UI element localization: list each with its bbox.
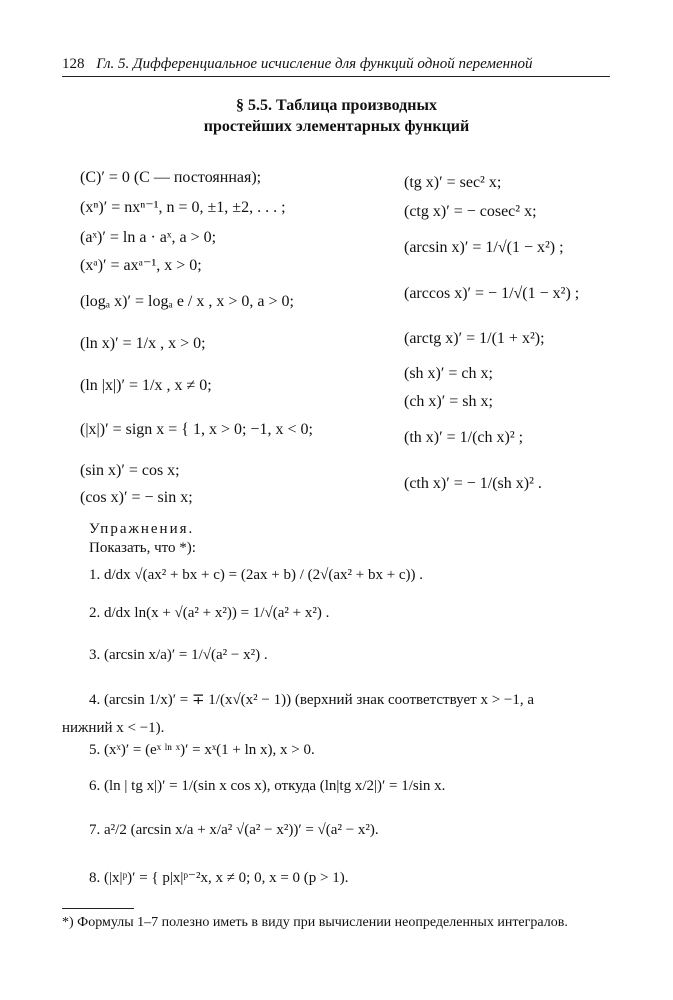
formula-left-3: (aˣ)′ = ln a · aˣ, a > 0; (80, 229, 217, 246)
formula-left-2: (xⁿ)′ = nxⁿ⁻¹, n = 0, ±1, ±2, . . . ; (80, 199, 286, 216)
formula-left-10: (cos x)′ = − sin x; (80, 489, 193, 506)
exercises-heading: Упражнения. (89, 521, 195, 537)
page-number: 128 (62, 56, 85, 72)
exercise-4: 4. (arcsin 1/x)′ = ∓ 1/(x√(x² − 1)) (верхний знак соответствует x > −1, а (89, 692, 535, 708)
exercise-5: 5. (xˣ)′ = (eˣ ˡⁿ ˣ)′ = xˣ(1 + ln x), x > 0. (89, 742, 315, 758)
footnote-rule (62, 908, 134, 909)
footnote: *) Формулы 1–7 полезно иметь в виду при вычислении неопределенных интегралов. (62, 915, 568, 930)
exercise-3: 3. (arcsin x/a)′ = 1/√(a² − x²) . (89, 647, 268, 663)
section-title-line2: простейших элементарных функций (203, 118, 470, 135)
formula-right-4: (arccos x)′ = − 1/√(1 − x²) ; (404, 285, 580, 302)
formula-left-8: (|x|)′ = sign x = { 1, x > 0; −1, x < 0; (80, 421, 313, 438)
formula-right-2: (ctg x)′ = − cosec² x; (404, 203, 537, 220)
formula-left-7: (ln |x|)′ = 1/x , x ≠ 0; (80, 377, 212, 394)
formula-right-1: (tg x)′ = sec² x; (404, 174, 502, 191)
exercise-1: 1. d/dx √(ax² + bx + c) = (2ax + b) / (2√(ax² + bx + c)) . (89, 567, 424, 583)
formula-left-9: (sin x)′ = cos x; (80, 462, 180, 479)
formula-right-8: (th x)′ = 1/(ch x)² ; (404, 429, 524, 446)
exercise-7: 7. a²/2 (arcsin x/a + x/a² √(a² − x²))′ = √(a² − x²). (89, 822, 379, 838)
exercise-6: 6. (ln | tg x|)′ = 1/(sin x cos x), откуда (ln|tg x/2|)′ = 1/sin x. (89, 778, 446, 794)
formula-right-7: (ch x)′ = sh x; (404, 393, 493, 410)
formula-right-3: (arcsin x)′ = 1/√(1 − x²) ; (404, 239, 564, 256)
section-title (0, 95, 673, 137)
exercise-2: 2. d/dx ln(x + √(a² + x²)) = 1/√(a² + x²) . (89, 605, 330, 621)
formula-left-6: (ln x)′ = 1/x , x > 0; (80, 335, 206, 352)
exercise-8: 8. (|x|ᵖ)′ = { p|x|ᵖ⁻²x, x ≠ 0; 0, x = 0 (p > 1). (89, 870, 349, 886)
formula-left-5: (logₐ x)′ = logₐ e / x , x > 0, a > 0; (80, 293, 294, 310)
formula-right-6: (sh x)′ = ch x; (404, 365, 493, 382)
exercise-4-continuation: нижний x < −1). (62, 720, 165, 736)
running-title: Гл. 5. Дифференциальное исчисление для функций одной переменной (96, 56, 533, 72)
formula-left-1: (C)′ = 0 (C — постоянная); (80, 169, 262, 186)
exercises-intro: Показать, что *): (89, 540, 196, 556)
formula-right-5: (arctg x)′ = 1/(1 + x²); (404, 330, 545, 347)
running-header (62, 56, 610, 77)
formula-left-4: (xᵃ)′ = axᵃ⁻¹, x > 0; (80, 257, 202, 274)
formula-right-9: (cth x)′ = − 1/(sh x)² . (404, 475, 542, 492)
section-title-line1: § 5.5. Таблица производных (236, 97, 437, 114)
